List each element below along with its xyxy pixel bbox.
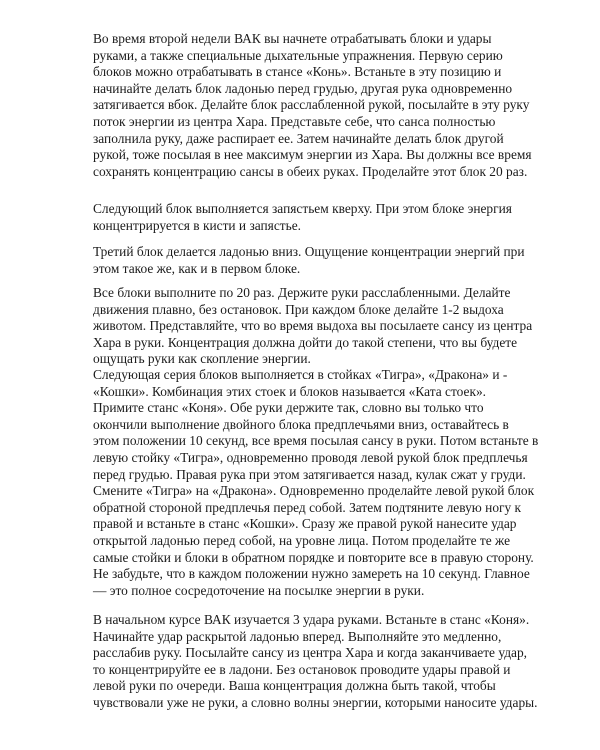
- paragraph-line: сохранять концентрацию сансы в обеих руках. Проделайте этот блок 20 раз.: [93, 163, 528, 179]
- paragraph-line: животом. Представляйте, что во время выдоха вы посылаете сансу из центра: [93, 318, 533, 334]
- paragraph-line: Следующий блок выполняется запястьем кверху. При этом блоке энергия: [93, 201, 512, 216]
- paragraph-line: — это полное сосредоточение на посылке энергии в руки.: [93, 582, 425, 598]
- paragraph-line: этом положении 10 секунд, все время посылая сансу в руки. Потом встаньте в: [93, 433, 539, 449]
- paragraph-line: руками, а также специальные дыхательные упражнения. Первую серию: [93, 47, 503, 63]
- paragraph-1: [93, 31, 532, 180]
- paragraph-line: левую стойку «Тигра», одновременно проводя левой рукой блок предплечья: [93, 449, 528, 465]
- paragraph-3: [93, 244, 523, 277]
- paragraph-line: Не забудьте, что в каждом положении нужно замереть на 10 секунд. Главное: [93, 566, 530, 582]
- paragraph-line: Хара в руки. Концентрация должна дойти до такой степени, что вы будете: [93, 334, 518, 350]
- paragraph-2: [93, 201, 523, 234]
- paragraph-line: Третий блок делается ладонью вниз. Ощущение концентрации энергий при: [93, 244, 525, 259]
- paragraph-line: Примите станс «Коня». Обе руки держите так, словно вы только что: [93, 400, 484, 416]
- paragraph-line: самые стойки и блоки в обратном порядке и повторите все в правую сторону.: [93, 549, 534, 565]
- paragraph-line: открытой ладонью перед собой, на уровне лица. Потом проделайте те же: [93, 532, 511, 548]
- paragraph-line: Начинайте удар раскрытой ладонью вперед. Выполняйте это медленно,: [93, 628, 502, 644]
- paragraph-line: Смените «Тигра» на «Дракона». Одновременно проделайте левой рукой блок: [93, 483, 535, 499]
- paragraph-line: Во время второй недели ВАК вы начнете отрабатывать блоки и удары: [93, 31, 492, 46]
- paragraph-line: правой и встаньте в станс «Кошки». Сразу же правой рукой нанесите удар: [93, 516, 517, 532]
- paragraph-line: левой руки по очереди. Ваша концентрация должна быть такой, чтобы: [93, 678, 496, 694]
- paragraph-line: обратной стороной предплечья перед собой. Затем подтяните левую ногу к: [93, 499, 522, 515]
- paragraph-line: поток энергии из центра Хара. Представьте себе, что санса полностью: [93, 113, 496, 129]
- paragraph-line: этом такое же, как и в первом блоке.: [93, 260, 301, 276]
- paragraph-line: В начальном курсе ВАК изучается 3 удара руками. Встаньте в станс «Коня».: [93, 612, 530, 627]
- paragraph-line: окончили выполнение двойного блока предплечьями вниз, оставайтесь в: [93, 416, 509, 432]
- paragraph-line: затягивается вбок. Делайте блок расслабленной рукой, посылайте в эту руку: [93, 97, 530, 113]
- paragraph-line: то концентрируйте ее в ладони. Без остановок проводите удары правой и: [93, 661, 511, 677]
- paragraph-line: «Кошки». Комбинация этих стоек и блоков называется «Ката стоек».: [93, 383, 486, 399]
- paragraph-line: ощущать руки как скопление энергии.: [93, 351, 311, 367]
- paragraph-line: начинайте делать блок ладонью перед грудью, другая рука одновременно: [93, 80, 513, 96]
- paragraph-line: блоков можно отрабатывать в стансе «Конь». Встаньте в эту позицию и: [93, 64, 502, 80]
- paragraph-6: [93, 612, 538, 712]
- paragraph-5: [93, 367, 539, 599]
- paragraph-line: Все блоки выполните по 20 раз. Держите руки расслабленными. Делайте: [93, 285, 511, 300]
- paragraph-line: Следующая серия блоков выполняется в стойках «Тигра», «Дракона» и -: [93, 367, 508, 382]
- paragraph-line: рукой, тоже посылая в нее максимум энергии из Хара. Вы должны все время: [93, 147, 532, 163]
- paragraph-line: чувствовали уже не руки, а словно волны энергии, которыми наносите удары.: [93, 694, 538, 710]
- paragraph-4: [93, 285, 533, 368]
- paragraph-line: движения плавно, без остановок. При каждом блоке делайте 1-2 выдоха: [93, 301, 504, 317]
- paragraph-line: перед грудью. Правая рука при этом затягивается назад, кулак сжат у груди.: [93, 466, 526, 482]
- paragraph-line: концентрируется в кисти и запястье.: [93, 217, 302, 233]
- paragraph-line: расслабив руку. Посылайте сансу из центра Хара и когда заканчиваете удар,: [93, 645, 527, 661]
- paragraph-line: заполнила руку, даже распирает ее. Затем начинайте делать блок другой: [93, 130, 504, 146]
